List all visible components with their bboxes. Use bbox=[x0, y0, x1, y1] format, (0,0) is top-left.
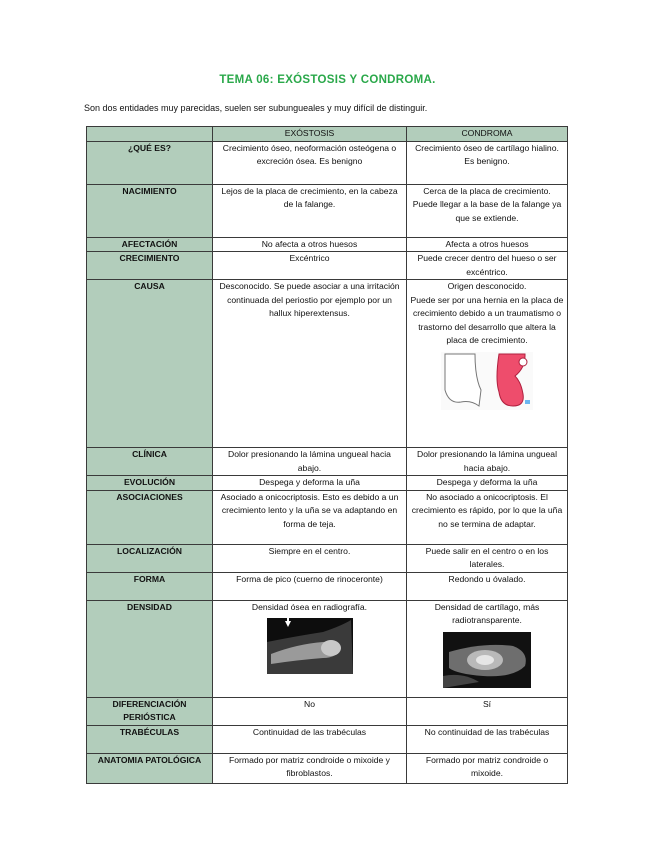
table-row bbox=[87, 280, 568, 448]
condroma-density-text: Densidad de cartílago, más radiotransparente. bbox=[434, 601, 540, 625]
condroma-cell bbox=[407, 600, 568, 697]
condroma-cell: Sí bbox=[407, 697, 568, 725]
condroma-diagram-image bbox=[441, 352, 533, 410]
row-label: ¿QUÉ ES? bbox=[87, 141, 213, 184]
comparison-table bbox=[86, 126, 568, 784]
exostosis-cell: Desconocido. Se puede asociar a una irritación continuada del periostio por ejemplo por un hallux hiperextensus. bbox=[213, 280, 407, 448]
row-label: DENSIDAD bbox=[87, 600, 213, 697]
condroma-cell: Cerca de la placa de crecimiento. Puede llegar a la base de la falange ya que se extiende. bbox=[407, 184, 568, 237]
table-row bbox=[87, 448, 568, 476]
condroma-cell: Crecimiento óseo de cartílago hialino. Es benigno. bbox=[407, 141, 568, 184]
row-label: ASOCIACIONES bbox=[87, 490, 213, 544]
condroma-cell: Dolor presionando la lámina ungueal hacia abajo. bbox=[407, 448, 568, 476]
header-exostosis: EXÓSTOSIS bbox=[213, 127, 407, 142]
table-row bbox=[87, 184, 568, 237]
exostosis-cell: Forma de pico (cuerno de rinoceronte) bbox=[213, 572, 407, 600]
exostosis-cell: Dolor presionando la lámina ungueal hacia abajo. bbox=[213, 448, 407, 476]
exostosis-cell: Siempre en el centro. bbox=[213, 544, 407, 572]
exostosis-cell: Asociado a onicocriptosis. Esto es debido a un crecimiento lento y la uña se va adaptando en forma de teja. bbox=[213, 490, 407, 544]
table-row bbox=[87, 141, 568, 184]
row-label: CRECIMIENTO bbox=[87, 252, 213, 280]
condroma-cell: Afecta a otros huesos bbox=[407, 237, 568, 252]
condroma-cause-text: Origen desconocido. Puede ser por una hernia en la placa de crecimiento debido a un traumatismo o trastorno del desarrollo que altera la placa de crecimiento. bbox=[410, 281, 564, 345]
table-row bbox=[87, 237, 568, 252]
condroma-cell: Redondo u óvalado. bbox=[407, 572, 568, 600]
exostosis-cell: Formado por matriz condroide o mixoide y fibroblastos. bbox=[213, 753, 407, 783]
condroma-cell: No continuidad de las trabéculas bbox=[407, 725, 568, 753]
exostosis-cell: Despega y deforma la uña bbox=[213, 476, 407, 491]
condroma-cell: Puede salir en el centro o en los laterales. bbox=[407, 544, 568, 572]
exostosis-cell: Lejos de la placa de crecimiento, en la cabeza de la falange. bbox=[213, 184, 407, 237]
row-label: FORMA bbox=[87, 572, 213, 600]
table-header-row bbox=[87, 127, 568, 142]
table-row bbox=[87, 252, 568, 280]
table-row bbox=[87, 476, 568, 491]
exostosis-cell: No afecta a otros huesos bbox=[213, 237, 407, 252]
condroma-xray-image bbox=[443, 632, 531, 688]
exostosis-cell bbox=[213, 600, 407, 697]
table-row bbox=[87, 600, 568, 697]
row-label: NACIMIENTO bbox=[87, 184, 213, 237]
exostosis-cell: Crecimiento óseo, neoformación osteógena o excreción ósea. Es benigno bbox=[213, 141, 407, 184]
exostosis-density-text: Densidad ósea en radiografía. bbox=[251, 601, 368, 612]
exostosis-cell: No bbox=[213, 697, 407, 725]
table-row bbox=[87, 697, 568, 725]
row-label: ANATOMIA PATOLÓGICA bbox=[87, 753, 213, 783]
table-row bbox=[87, 753, 568, 783]
condroma-cell: No asociado a onicocriptosis. El crecimiento es rápido, por lo que la uña no se termina de adaptar. bbox=[407, 490, 568, 544]
row-label: DIFERENCIACIÓN PERIÓSTICA bbox=[87, 697, 213, 725]
intro-text: Son dos entidades muy parecidas, suelen ser subungueales y muy difícil de distinguir. bbox=[84, 103, 428, 113]
table-row bbox=[87, 725, 568, 753]
condroma-cell: Formado por matriz condroide o mixoide. bbox=[407, 753, 568, 783]
row-label: LOCALIZACIÓN bbox=[87, 544, 213, 572]
condroma-cell bbox=[407, 280, 568, 448]
table-row bbox=[87, 490, 568, 544]
condroma-cell: Puede crecer dentro del hueso o ser excéntrico. bbox=[407, 252, 568, 280]
exostosis-xray-image bbox=[267, 618, 353, 674]
exostosis-cell: Continuidad de las trabéculas bbox=[213, 725, 407, 753]
header-empty bbox=[87, 127, 213, 142]
exostosis-cell: Excéntrico bbox=[213, 252, 407, 280]
row-label: EVOLUCIÓN bbox=[87, 476, 213, 491]
table-row bbox=[87, 572, 568, 600]
page-title: TEMA 06: EXÓSTOSIS Y CONDROMA. bbox=[219, 74, 436, 86]
row-label: CAUSA bbox=[87, 280, 213, 448]
condroma-cell: Despega y deforma la uña bbox=[407, 476, 568, 491]
row-label: AFECTACIÓN bbox=[87, 237, 213, 252]
row-label: CLÍNICA bbox=[87, 448, 213, 476]
header-condroma: CONDROMA bbox=[407, 127, 568, 142]
table-row bbox=[87, 544, 568, 572]
row-label: TRABÉCULAS bbox=[87, 725, 213, 753]
